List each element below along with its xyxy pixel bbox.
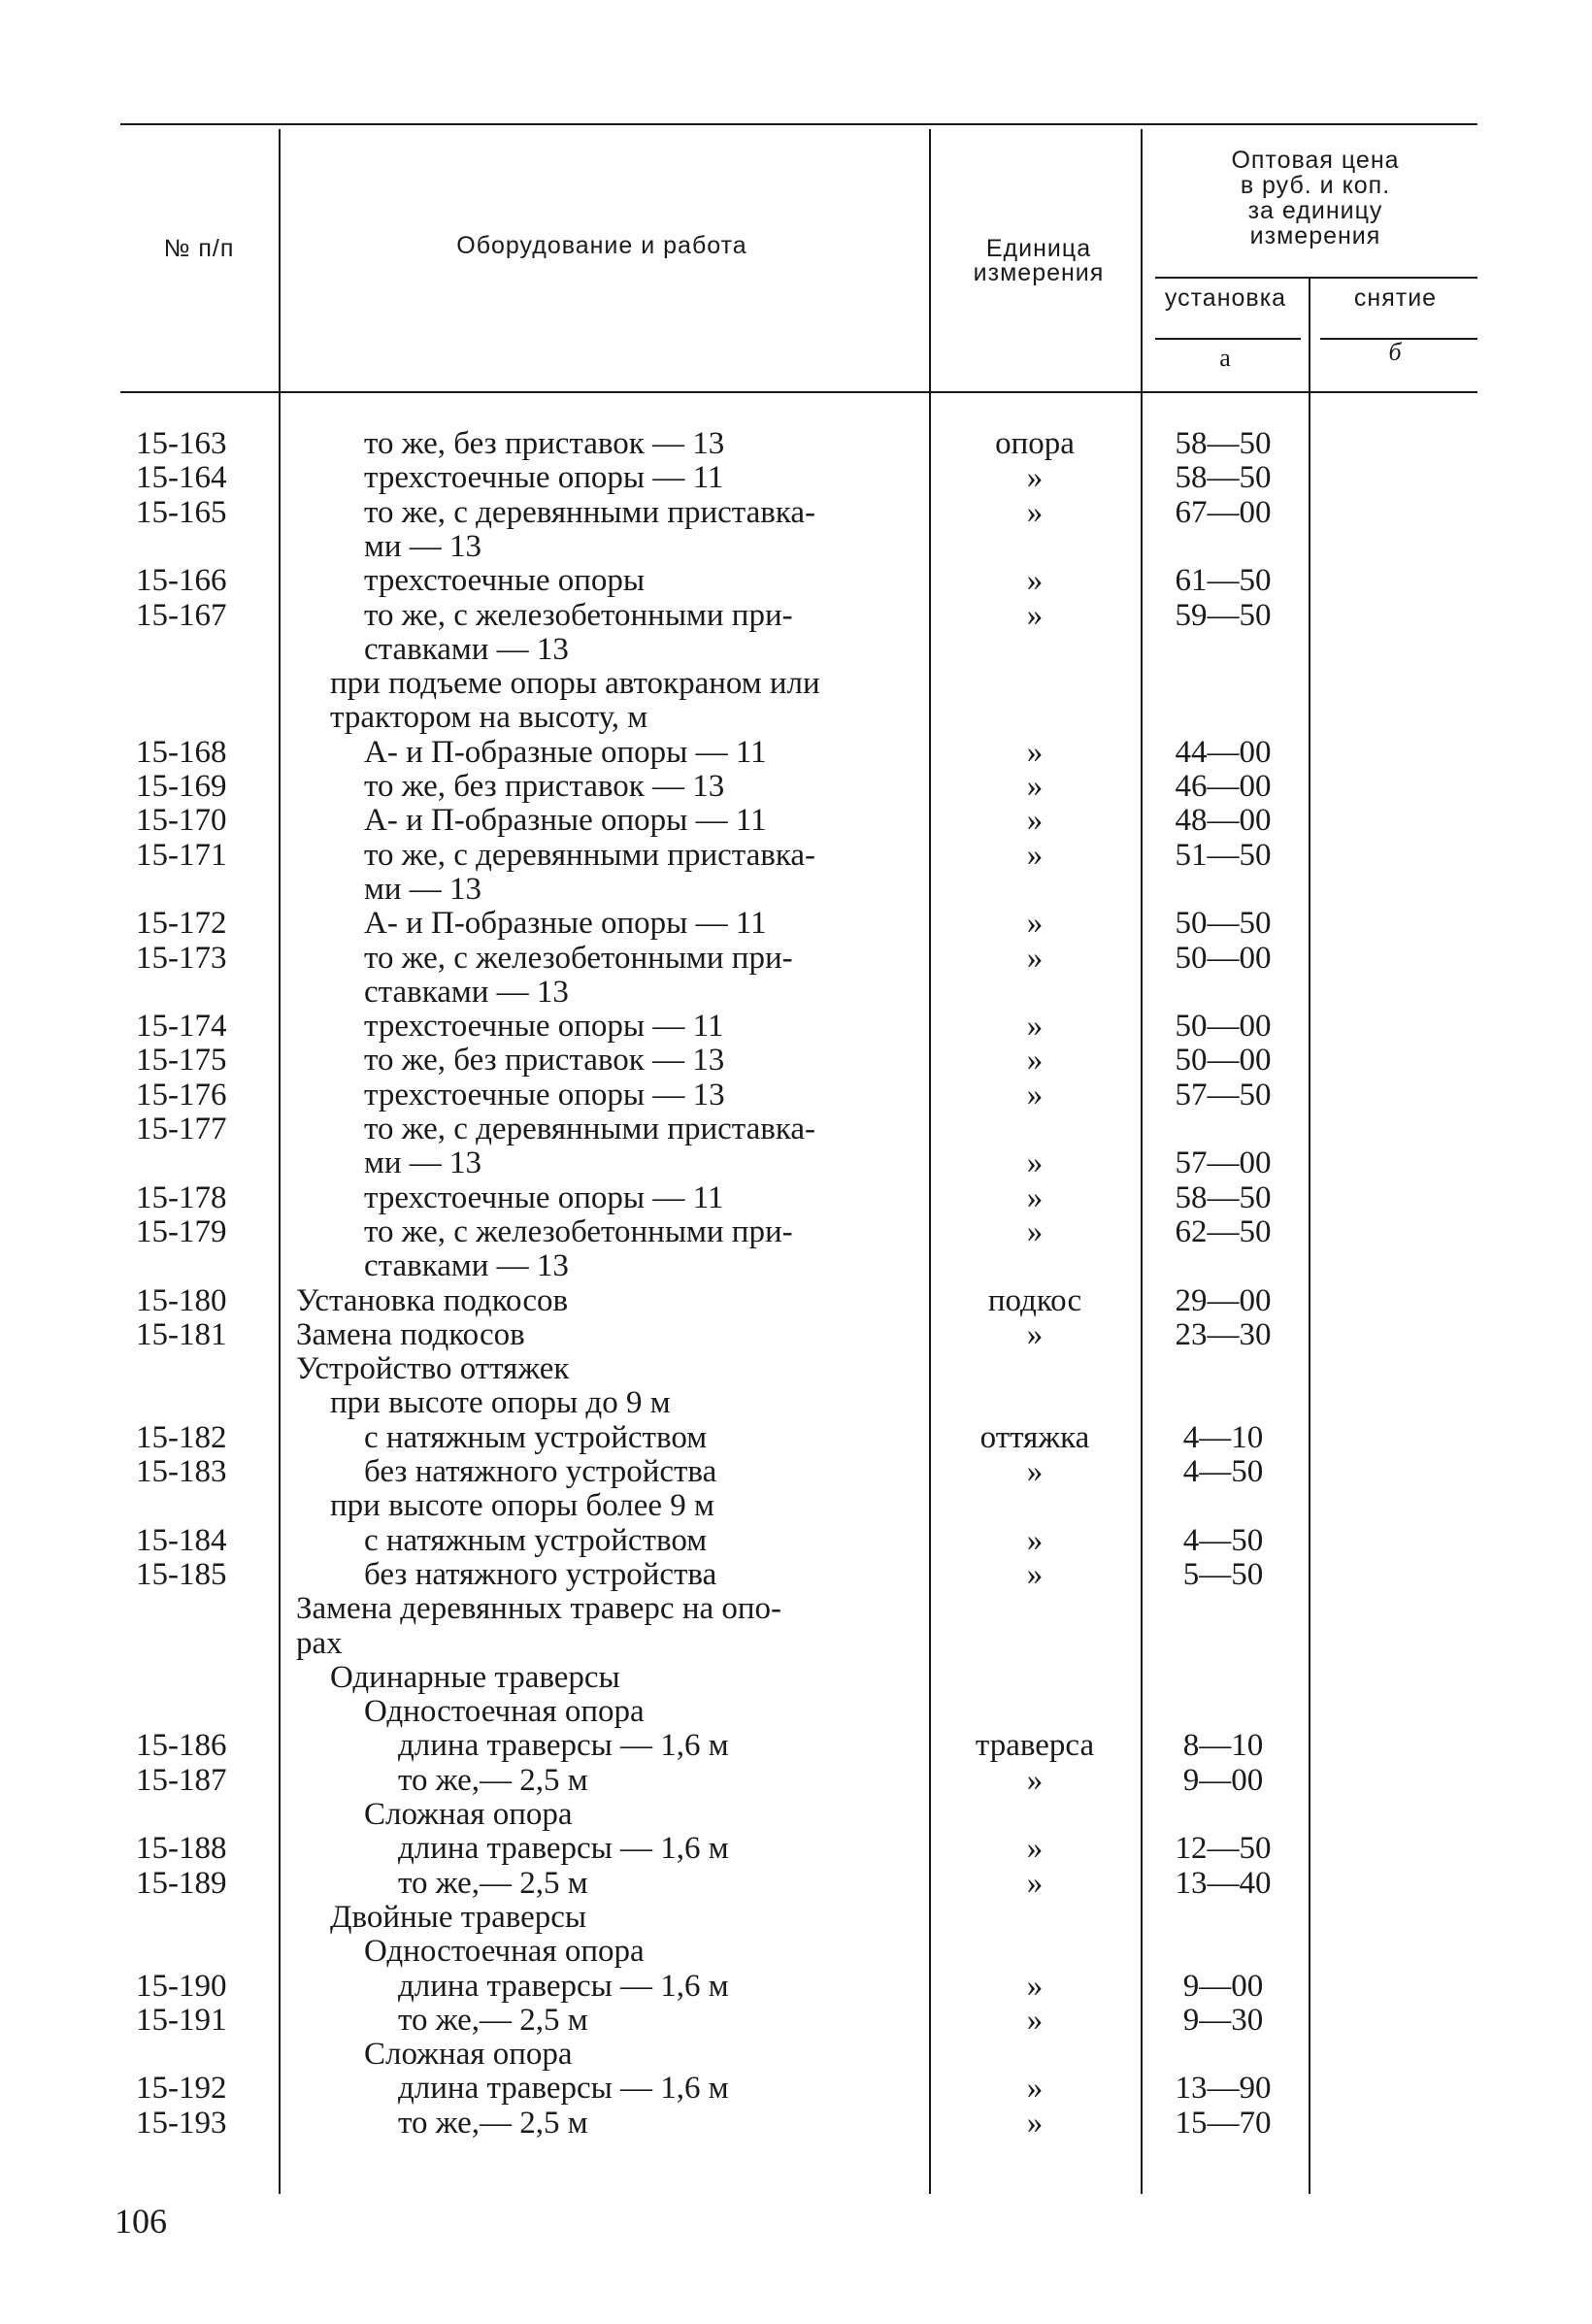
row-description: то же, с деревянными приставка- xyxy=(364,1112,816,1146)
header-col-price-line3: за единицу xyxy=(1247,197,1383,224)
row-price-install: 51—50 xyxy=(1175,837,1272,873)
row-price-install: 58—50 xyxy=(1175,1179,1272,1215)
row-number: 15-188 xyxy=(136,1831,227,1867)
row-description: то же,— 2,5 м xyxy=(398,2105,588,2141)
row-number: 15-189 xyxy=(136,1865,227,1901)
row-description: длина траверсы — 1,6 м xyxy=(398,2071,729,2107)
header-col-install: установка xyxy=(1164,284,1287,312)
row-unit: » xyxy=(1026,803,1044,839)
header-col-remove: снятие xyxy=(1353,284,1438,312)
row-description: Одинарные траверсы xyxy=(330,1659,620,1695)
row-unit: » xyxy=(1026,1179,1044,1215)
row-description: Сложная опора xyxy=(364,2037,573,2073)
row-number: 15-185 xyxy=(136,1556,227,1592)
row-unit: » xyxy=(1026,1968,1044,2004)
row-unit: » xyxy=(1026,563,1044,599)
row-number: 15-163 xyxy=(136,426,227,461)
row-number: 15-187 xyxy=(136,1762,227,1798)
header-col-num: № п/п xyxy=(163,235,235,262)
row-unit: » xyxy=(1026,1077,1044,1112)
row-number: 15-171 xyxy=(136,837,227,873)
row-number: 15-177 xyxy=(136,1112,227,1146)
header-col-unit-line1: Единица xyxy=(985,235,1092,262)
row-number: 15-165 xyxy=(136,494,227,530)
row-price-install: 50—50 xyxy=(1175,906,1272,942)
row-description: трактором на высоту, м xyxy=(330,700,648,736)
row-description: то же,— 2,5 м xyxy=(398,1865,588,1901)
row-unit: » xyxy=(1026,1009,1044,1045)
row-description: то же, без приставок — 13 xyxy=(364,426,725,461)
row-description: то же, без приставок — 13 xyxy=(364,1043,725,1079)
row-description: ми — 13 xyxy=(364,871,482,907)
row-description: Замена подкосов xyxy=(296,1316,525,1352)
row-description: длина траверсы — 1,6 м xyxy=(398,1831,729,1867)
header-col-b: б xyxy=(1388,338,1403,366)
row-unit: » xyxy=(1026,1865,1044,1901)
row-unit: » xyxy=(1026,940,1044,976)
row-unit: » xyxy=(1026,769,1044,804)
row-description: без натяжного устройства xyxy=(364,1454,717,1489)
row-number: 15-178 xyxy=(136,1179,227,1215)
row-number: 15-182 xyxy=(136,1419,227,1455)
row-price-install: 9—00 xyxy=(1182,1968,1264,2004)
row-description: то же,— 2,5 м xyxy=(398,2002,588,2038)
row-description: Двойные траверсы xyxy=(330,1899,587,1935)
row-description: рах xyxy=(296,1625,343,1661)
header-col-equipment: Оборудование и работа xyxy=(456,232,747,259)
row-description: то же, с железобетонными при- xyxy=(364,940,793,976)
header-col-price-line1: Оптовая цена xyxy=(1231,147,1400,174)
row-description: ми — 13 xyxy=(364,528,482,564)
row-number: 15-176 xyxy=(136,1077,227,1112)
row-number: 15-174 xyxy=(136,1009,227,1045)
row-price-install: 15—70 xyxy=(1175,2105,1272,2141)
row-description: то же, с деревянными приставка- xyxy=(364,494,816,530)
row-description: трехстоечные опоры — 11 xyxy=(364,460,724,496)
row-number: 15-193 xyxy=(136,2105,227,2141)
row-price-install: 44—00 xyxy=(1175,734,1272,770)
row-price-install: 50—00 xyxy=(1175,1043,1272,1079)
row-unit: » xyxy=(1026,2105,1044,2141)
row-unit: » xyxy=(1026,734,1044,770)
row-description: то же, с деревянными приставка- xyxy=(364,837,816,873)
row-description: при высоте опоры до 9 м xyxy=(330,1385,671,1421)
row-unit: подкос xyxy=(987,1282,1082,1318)
row-unit: » xyxy=(1026,1831,1044,1867)
row-number: 15-167 xyxy=(136,597,227,633)
row-unit: » xyxy=(1026,1043,1044,1079)
row-number: 15-191 xyxy=(136,2002,227,2038)
row-description: Замена деревянных траверс на опо- xyxy=(296,1591,782,1627)
row-number: 15-181 xyxy=(136,1316,227,1352)
row-description: то же, с железобетонными при- xyxy=(364,1213,793,1249)
row-price-install: 9—00 xyxy=(1182,1762,1264,1798)
row-number: 15-186 xyxy=(136,1728,227,1764)
row-description: Одностоечная опора xyxy=(364,1934,645,1970)
row-unit: » xyxy=(1026,460,1044,496)
header-bottom-rule xyxy=(120,391,1477,393)
row-price-install: 57—50 xyxy=(1175,1077,1272,1112)
row-unit: » xyxy=(1026,1316,1044,1352)
row-unit: » xyxy=(1026,1145,1044,1181)
row-number: 15-166 xyxy=(136,563,227,599)
row-price-install: 57—00 xyxy=(1175,1145,1272,1181)
row-unit: » xyxy=(1026,597,1044,633)
row-description: длина траверсы — 1,6 м xyxy=(398,1968,729,2004)
row-price-install: 4—50 xyxy=(1182,1522,1264,1558)
row-unit: траверса xyxy=(975,1728,1095,1764)
row-number: 15-183 xyxy=(136,1454,227,1489)
row-description: с натяжным устройством xyxy=(364,1419,708,1455)
row-number: 15-184 xyxy=(136,1522,227,1558)
row-unit: » xyxy=(1026,1454,1044,1489)
row-number: 15-192 xyxy=(136,2071,227,2107)
row-price-install: 9—30 xyxy=(1182,2002,1264,2038)
row-number: 15-170 xyxy=(136,803,227,839)
row-unit: оттяжка xyxy=(979,1419,1090,1455)
row-unit: » xyxy=(1026,1522,1044,1558)
row-price-install: 50—00 xyxy=(1175,1009,1272,1045)
row-unit: опора xyxy=(995,426,1075,461)
row-description: то же, с железобетонными при- xyxy=(364,597,793,633)
header-col-a: а xyxy=(1219,344,1232,372)
row-description: трехстоечные опоры — 11 xyxy=(364,1009,724,1045)
row-number: 15-179 xyxy=(136,1213,227,1249)
row-unit: » xyxy=(1026,2071,1044,2107)
row-number: 15-169 xyxy=(136,769,227,804)
row-description: А- и П-образные опоры — 11 xyxy=(364,906,767,942)
row-unit: » xyxy=(1026,1762,1044,1798)
column-divider-num xyxy=(279,129,281,2194)
row-description: Одностоечная опора xyxy=(364,1694,645,1730)
row-price-install: 12—50 xyxy=(1175,1831,1272,1867)
row-unit: » xyxy=(1026,837,1044,873)
row-number: 15-172 xyxy=(136,906,227,942)
row-description: ставками — 13 xyxy=(364,1248,569,1284)
row-price-install: 5—50 xyxy=(1182,1556,1264,1592)
row-description: А- и П-образные опоры — 11 xyxy=(364,734,767,770)
row-price-install: 13—90 xyxy=(1175,2071,1272,2107)
table-top-rule xyxy=(120,123,1477,125)
row-description: трехстоечные опоры — 11 xyxy=(364,1179,724,1215)
row-price-install: 58—50 xyxy=(1175,426,1272,461)
row-price-install: 48—00 xyxy=(1175,803,1272,839)
header-col-unit-line2: измерения xyxy=(973,259,1105,286)
header-col-price-line2: в руб. и коп. xyxy=(1240,172,1391,199)
row-price-install: 58—50 xyxy=(1175,460,1272,496)
row-price-install: 59—50 xyxy=(1175,597,1272,633)
row-price-install: 4—50 xyxy=(1182,1454,1264,1489)
row-number: 15-180 xyxy=(136,1282,227,1318)
row-description: Устройство оттяжек xyxy=(296,1351,570,1387)
row-unit: » xyxy=(1026,906,1044,942)
row-price-install: 67—00 xyxy=(1175,494,1272,530)
row-description: ставками — 13 xyxy=(364,631,569,667)
page-number: 106 xyxy=(115,2202,167,2241)
row-unit: » xyxy=(1026,494,1044,530)
price-subheader-rule xyxy=(1155,277,1477,279)
row-description: длина траверсы — 1,6 м xyxy=(398,1728,729,1764)
row-price-install: 61—50 xyxy=(1175,563,1272,599)
row-number: 15-164 xyxy=(136,460,227,496)
row-number: 15-168 xyxy=(136,734,227,770)
row-description: то же,— 2,5 м xyxy=(398,1762,588,1798)
row-price-install: 23—30 xyxy=(1175,1316,1272,1352)
row-description: трехстоечные опоры xyxy=(364,563,646,599)
header-col-price-line4: измерения xyxy=(1249,222,1381,249)
row-description: при высоте опоры более 9 м xyxy=(330,1488,714,1524)
row-unit: » xyxy=(1026,1556,1044,1592)
row-price-install: 8—10 xyxy=(1182,1728,1264,1764)
row-number: 15-173 xyxy=(136,940,227,976)
row-price-install: 62—50 xyxy=(1175,1213,1272,1249)
row-description: то же, без приставок — 13 xyxy=(364,769,725,804)
row-price-install: 13—40 xyxy=(1175,1865,1272,1901)
row-price-install: 29—00 xyxy=(1175,1282,1272,1318)
row-price-install: 46—00 xyxy=(1175,769,1272,804)
row-description: трехстоечные опоры — 13 xyxy=(364,1077,725,1112)
row-description: ми — 13 xyxy=(364,1145,482,1181)
row-description: А- и П-образные опоры — 11 xyxy=(364,803,767,839)
row-description: Установка подкосов xyxy=(296,1282,569,1318)
row-number: 15-190 xyxy=(136,1968,227,2004)
row-description: ставками — 13 xyxy=(364,974,569,1010)
row-number: 15-175 xyxy=(136,1043,227,1079)
row-description: Сложная опора xyxy=(364,1797,573,1832)
row-description: с натяжным устройством xyxy=(364,1522,708,1558)
price-letter-rule-left xyxy=(1155,338,1301,340)
row-unit: » xyxy=(1026,2002,1044,2038)
row-unit: » xyxy=(1026,1213,1044,1249)
row-description: при подъеме опоры автокраном или xyxy=(330,666,820,702)
row-description: без натяжного устройства xyxy=(364,1556,717,1592)
row-price-install: 50—00 xyxy=(1175,940,1272,976)
row-price-install: 4—10 xyxy=(1182,1419,1264,1455)
